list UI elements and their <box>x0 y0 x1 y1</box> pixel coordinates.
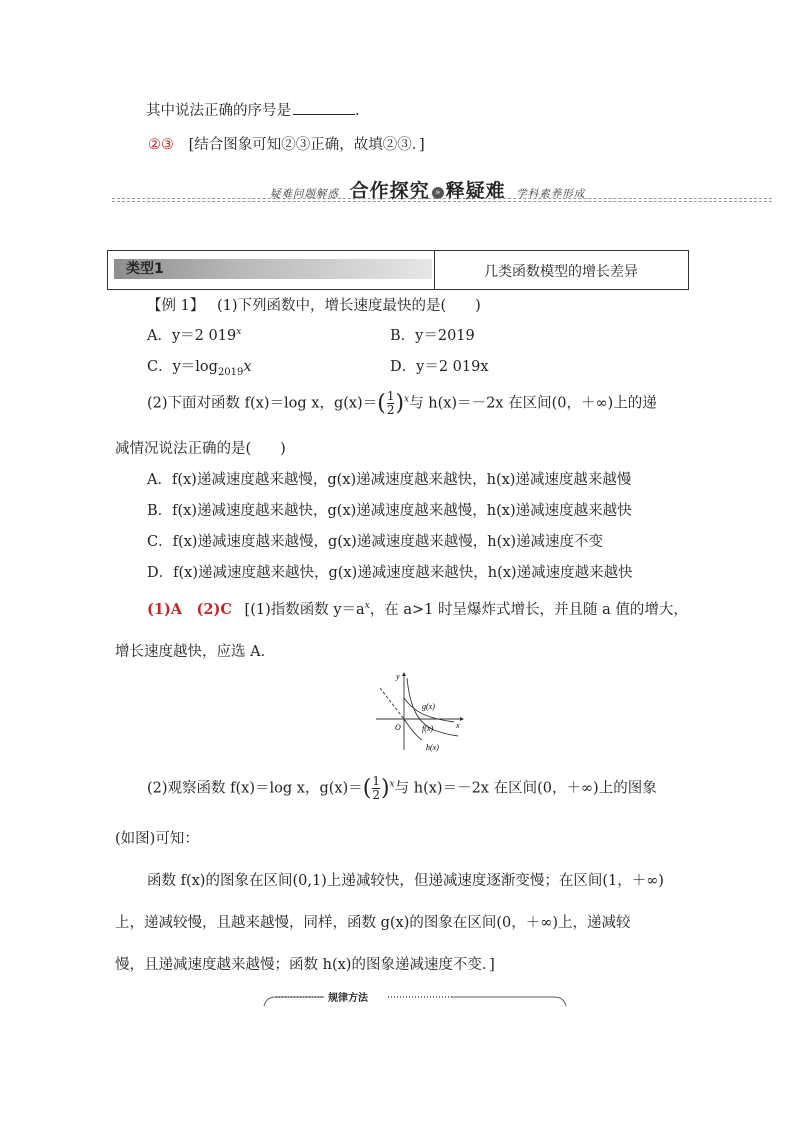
right-paren: ) <box>395 391 405 416</box>
option-a <box>147 324 241 345</box>
frac-num-2: 1 <box>372 774 380 788</box>
question-text <box>146 99 360 120</box>
intro-answer <box>148 133 425 154</box>
option-a-sup: x <box>236 327 242 338</box>
solution-text-b: ，在 a>1 时呈爆炸式增长，并且随 a 值的增大， <box>369 602 688 618</box>
question-stem: 其中说法正确的序号是 <box>146 103 291 119</box>
banner-title-a: 合作探究 <box>349 180 430 202</box>
type-label: 类型1 <box>126 261 164 277</box>
option-c-text: C．y＝log <box>147 359 218 375</box>
p3-line1: 函数 f(x)的图象在区间(0,1)上递减较快，但递减速度逐渐变慢；在区间(1，＋∞) <box>147 873 664 889</box>
right-paren-2: ) <box>380 776 390 801</box>
frac-num: 1 <box>386 389 395 403</box>
h-label: h(x) <box>426 743 439 752</box>
p2-text-a: (2)观察函数 f(x)＝log x，g(x)＝ <box>147 780 363 797</box>
type-box-right <box>434 251 688 289</box>
example-question-1 <box>147 294 481 315</box>
p3-line2: 上，递减较慢，且越来越慢，同样，函数 g(x)的图象在区间(0，＋∞)上，递减较 <box>115 915 631 931</box>
banner-arrow-icon: » <box>432 187 444 199</box>
origin-label: O <box>395 723 401 732</box>
example-question-2 <box>147 390 657 417</box>
x-axis-arrow <box>460 717 464 721</box>
q2-option-d: D．f(x)递减速度越来越快，g(x)递减速度越来越快，h(x)递减速度越来越快 <box>147 565 633 581</box>
option-d <box>390 355 489 376</box>
frac-den-2: 2 <box>372 788 380 802</box>
q2-text-a: (2)下面对函数 f(x)＝log x，g(x)＝ <box>147 395 378 412</box>
q2-option-a: A．f(x)递减速度越来越慢，g(x)递减速度越来越快，h(x)递减速度越来越慢 <box>147 472 632 488</box>
q2-sup: x <box>404 394 410 405</box>
option-b-text: B．y＝2019 <box>390 328 475 344</box>
type-box <box>107 250 689 290</box>
solution-p2 <box>147 775 657 802</box>
answer-value: ②③ <box>148 137 174 153</box>
answer-explanation: [结合图象可知②③正确，故填②③．] <box>188 137 425 153</box>
function-graph <box>370 668 470 754</box>
fraction-half-2 <box>372 775 380 802</box>
banner-rule-top <box>112 198 772 199</box>
frac-den: 2 <box>386 403 395 417</box>
x-label: x <box>456 721 460 730</box>
banner-left-text: 疑难问题解惑 <box>270 188 339 200</box>
example-q1: (1)下列函数中，增长速度最快的是( ) <box>216 298 481 314</box>
p2-line2: (如图)可知： <box>115 831 199 847</box>
solution-line2: 增长速度越快，应选 A． <box>115 644 276 660</box>
type-box-left <box>108 251 435 289</box>
g-label: g(x) <box>422 702 435 711</box>
option-c-end: x <box>243 359 252 375</box>
rule-method-banner <box>262 990 568 1008</box>
p2-text-b: 与 h(x)＝－2x 在区间(0，＋∞)上的图象 <box>394 780 657 797</box>
q2-line2: 减情况说法正确的是( ) <box>115 441 286 457</box>
solution-line1 <box>147 598 688 619</box>
example-tag: 【例 1】 <box>147 298 205 314</box>
option-c-sub: 2019 <box>217 366 244 378</box>
fraction-half <box>387 390 395 417</box>
rule-label: 规律方法 <box>328 993 368 1004</box>
h-graph <box>404 719 422 740</box>
option-a-text: A．y＝2 019 <box>147 328 237 344</box>
option-b <box>390 324 475 345</box>
solution-text-a: [(1)指数函数 y＝a <box>244 602 365 618</box>
f-label: f(x) <box>422 724 434 733</box>
solution-sup: x <box>364 601 370 612</box>
option-d-text: D．y＝2 019x <box>390 359 489 375</box>
left-paren-2: ( <box>362 776 372 801</box>
banner-curve-left <box>264 997 324 1006</box>
h-graph-dashed <box>380 688 404 719</box>
y-label: y <box>396 672 400 681</box>
q2-option-c: C．f(x)递减速度越来越慢，g(x)递减速度越来越慢，h(x)递减速度不变 <box>147 534 604 550</box>
banner-title-b: 释疑难 <box>445 180 506 202</box>
solution-answer: (1)A (2)C <box>147 601 232 618</box>
p2-sup: x <box>389 779 395 790</box>
type-topic: 几类函数模型的增长差异 <box>484 264 638 280</box>
answer-blank <box>293 100 355 115</box>
q2-option-b: B．f(x)递减速度越来越快，g(x)递减速度越来越慢，h(x)递减速度越来越快 <box>147 503 632 519</box>
option-c <box>147 355 252 378</box>
y-axis-arrow <box>402 672 406 676</box>
banner-curve-right <box>452 997 566 1006</box>
question-end: . <box>355 103 360 119</box>
banner-right-text: 学科素养形成 <box>516 188 586 200</box>
left-paren: ( <box>377 391 386 416</box>
p3-line3: 慢，且递减速度越来越慢；函数 h(x)的图象递减速度不变．] <box>115 957 495 973</box>
banner-rule-bottom <box>112 201 772 202</box>
q2-text-b: 与 h(x)＝－2x 在区间(0，＋∞)上的递 <box>409 395 657 412</box>
